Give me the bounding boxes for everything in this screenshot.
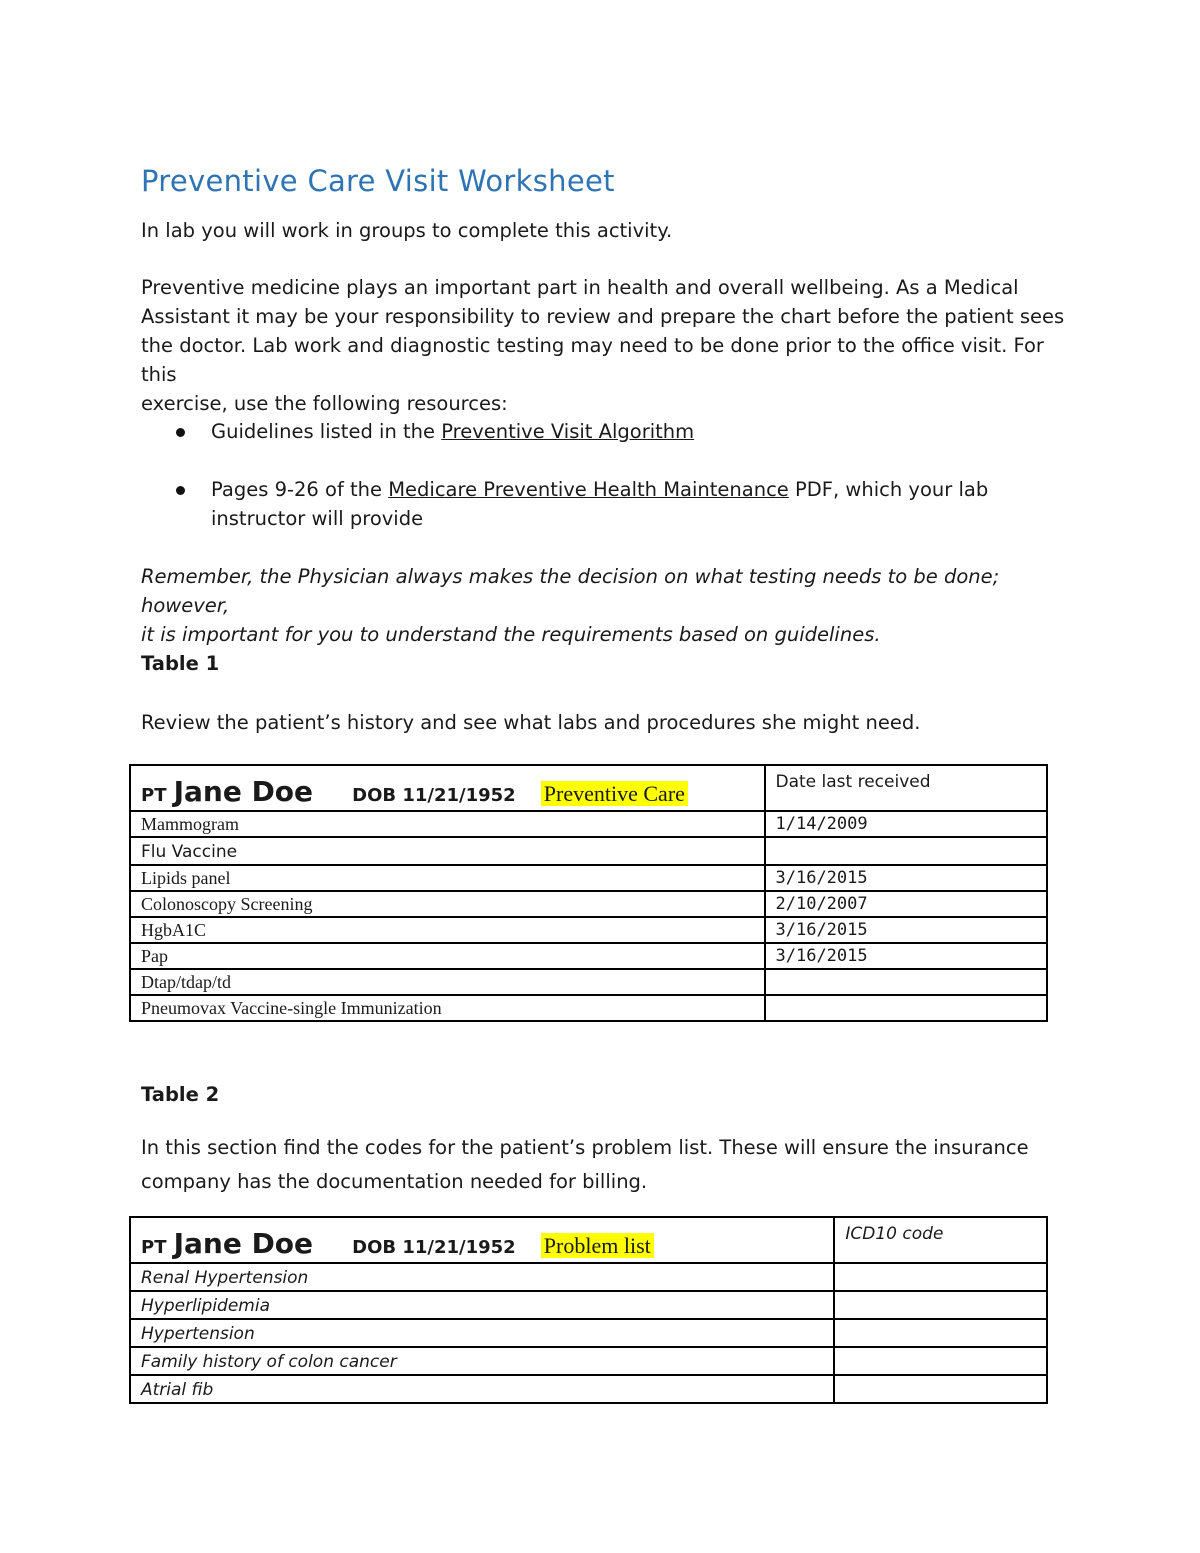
table2-instruction [141,1131,1071,1199]
bullet-text: Pages 9-26 of the [211,478,389,501]
table-row [130,969,1047,995]
table2-heading: Table 2 [141,1083,220,1106]
table-row [130,891,1047,917]
date-cell[interactable] [765,837,1048,865]
date-cell[interactable]: 3/16/2015 [765,943,1048,969]
patient-name: Jane Doe [173,1227,314,1260]
page-title: Preventive Care Visit Worksheet [141,164,615,198]
bullet-text: Guidelines listed in the [211,420,442,443]
problem-cell: Family history of colon cancer [130,1347,834,1375]
preventive-visit-algorithm-link[interactable]: Preventive Visit Algorithm [441,420,695,443]
bullet-item-2 [211,475,1071,533]
item-cell: Mammogram [130,811,765,837]
bullet-icon [176,486,185,495]
item-cell: HgbA1C [130,917,765,943]
table-row [130,1319,1047,1347]
table-row [130,811,1047,837]
remember-note [141,562,1071,649]
paragraph-line: Preventive medicine plays an important part in health and overall wellbeing. As a Medical [141,276,1019,299]
code-cell[interactable] [834,1291,1047,1319]
code-cell[interactable] [834,1347,1047,1375]
patient-dob: DOB 11/21/1952 [352,1237,516,1258]
problem-cell: Hyperlipidemia [130,1291,834,1319]
date-cell[interactable]: 3/16/2015 [765,917,1048,943]
problem-cell: Hypertension [130,1319,834,1347]
table1-instruction: Review the patient’s history and see what labs and procedures she might need. [141,711,921,734]
table-header-row [130,765,1047,811]
item-cell: Dtap/tdap/td [130,969,765,995]
table-row [130,1263,1047,1291]
pt-label: PT [141,785,167,806]
instruction-line: In this section find the codes for the patient’s problem list. These will ensure the insurance [141,1136,1029,1159]
remember-line: Remember, the Physician always makes the decision on what testing needs to be done; however, [141,565,1000,617]
date-cell[interactable] [765,995,1048,1021]
date-cell[interactable]: 1/14/2009 [765,811,1048,837]
table-row [130,1347,1047,1375]
date-cell[interactable]: 3/16/2015 [765,865,1048,891]
table-row [130,865,1047,891]
patient-name: Jane Doe [173,775,314,808]
patient-dob: DOB 11/21/1952 [352,785,516,806]
table-header-row [130,1217,1047,1263]
medicare-pdf-link[interactable]: Medicare Preventive Health Maintenance [388,478,789,501]
intro-text: In lab you will work in groups to complete this activity. [141,219,673,242]
paragraph-line: Assistant it may be your responsibility to review and prepare the chart before the patient sees [141,305,1065,328]
bullet-item-1 [211,417,1071,446]
problem-cell: Renal Hypertension [130,1263,834,1291]
item-cell: Pneumovax Vaccine-single Immunization [130,995,765,1021]
problem-list-table [129,1216,1048,1404]
remember-line: it is important for you to understand the requirements based on guidelines. [141,623,881,646]
table-row [130,1291,1047,1319]
bullet-text: PDF, which your lab [788,478,989,501]
date-header-cell: Date last received [765,765,1048,811]
item-cell: Colonoscopy Screening [130,891,765,917]
table1-heading: Table 1 [141,652,220,675]
instruction-line: company has the documentation needed for billing. [141,1170,648,1193]
pt-label: PT [141,1237,167,1258]
item-cell: Lipids panel [130,865,765,891]
table-row [130,837,1047,865]
problem-cell: Atrial fib [130,1375,834,1403]
bullet-text: instructor will provide [211,507,424,530]
intro-paragraph [141,273,1071,418]
date-cell[interactable] [765,969,1048,995]
table-row [130,943,1047,969]
icd10-header-cell: ICD10 code [834,1217,1047,1263]
table-row [130,1375,1047,1403]
code-cell[interactable] [834,1375,1047,1403]
bullet-icon [176,428,185,437]
table-row [130,995,1047,1021]
preventive-care-table [129,764,1048,1022]
table-row [130,917,1047,943]
patient-header-cell [130,765,765,811]
item-cell: Pap [130,943,765,969]
item-cell: Flu Vaccine [130,837,765,865]
date-cell[interactable]: 2/10/2007 [765,891,1048,917]
preventive-care-highlight: Preventive Care [541,781,688,806]
paragraph-line: exercise, use the following resources: [141,392,508,415]
code-cell[interactable] [834,1319,1047,1347]
patient-header-cell [130,1217,834,1263]
code-cell[interactable] [834,1263,1047,1291]
problem-list-highlight: Problem list [541,1233,654,1258]
paragraph-line: the doctor. Lab work and diagnostic testing may need to be done prior to the office visit. For this [141,334,1044,386]
